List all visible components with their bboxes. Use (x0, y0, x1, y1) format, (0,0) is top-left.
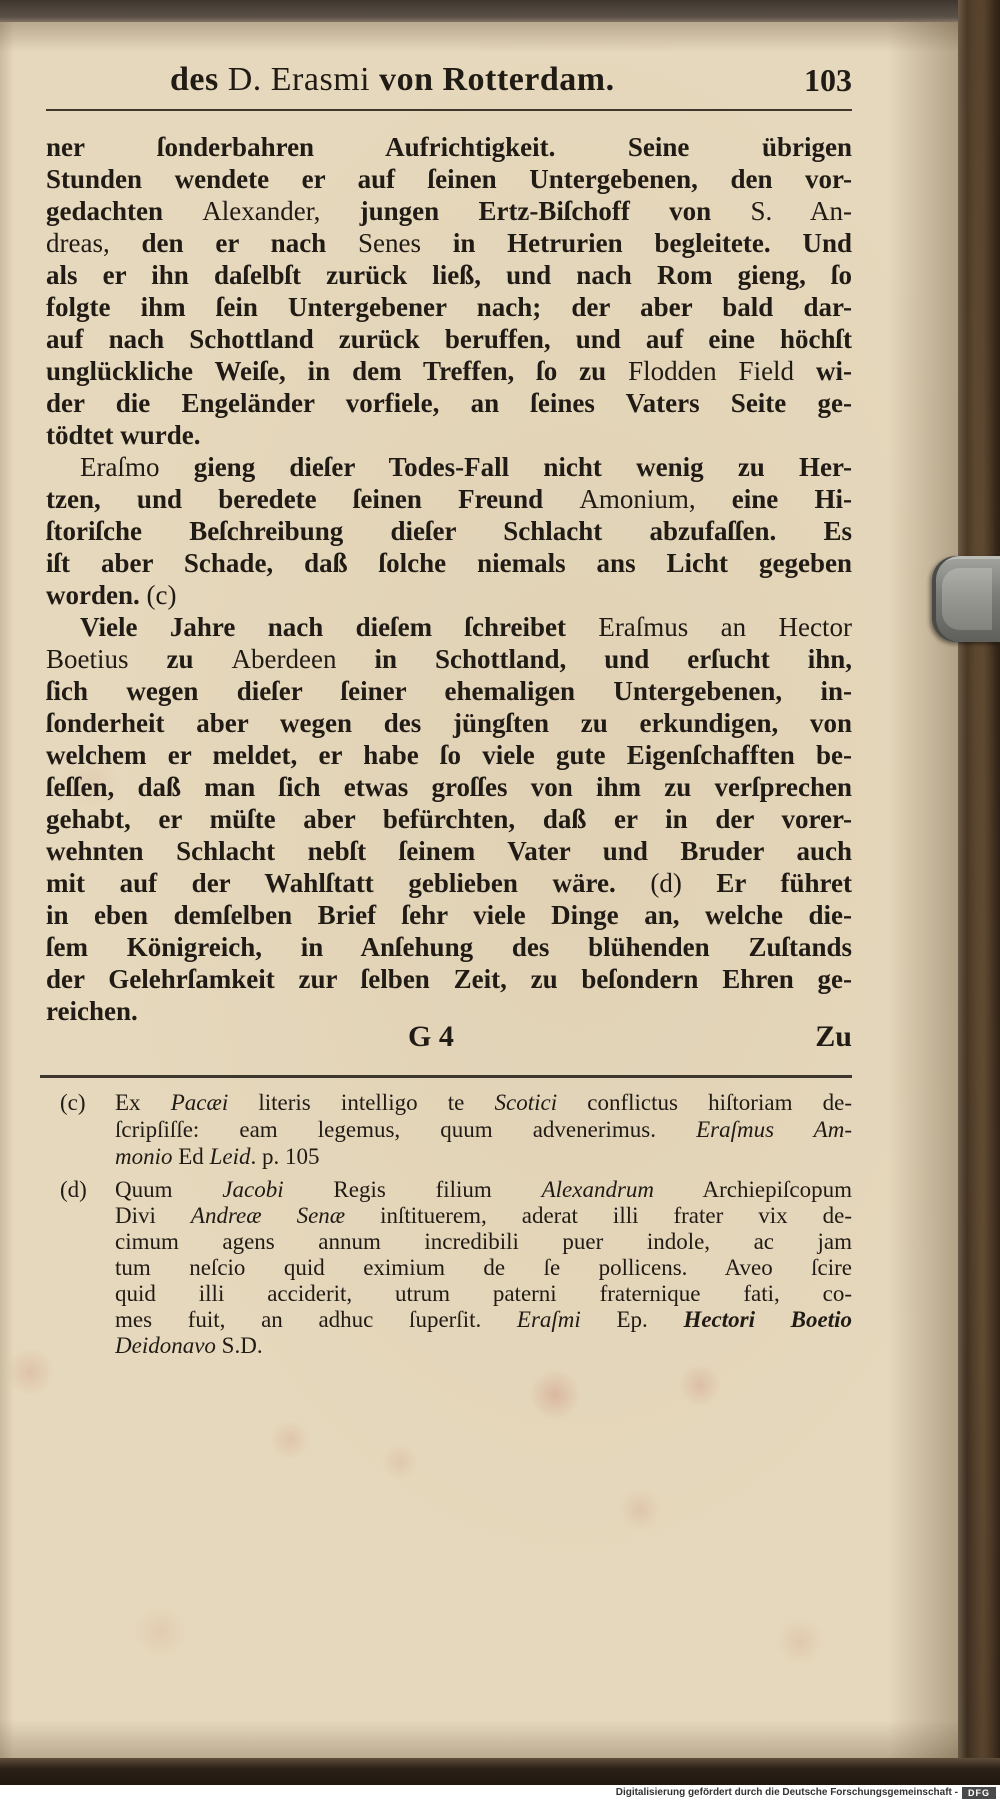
catchword: Zu (815, 1020, 852, 1053)
fraktur-text: Viele Jahre nach dieſem ſchreibet (80, 612, 599, 642)
body-line (46, 195, 852, 227)
antiqua-text: dreas, (46, 228, 110, 258)
footnote-line (115, 1116, 852, 1143)
credit-bar (0, 1785, 1000, 1801)
body-line (46, 707, 852, 739)
roman-text: cimum agens annum incredibili puer indole, ac jam (115, 1229, 852, 1254)
body-line (46, 835, 852, 867)
fraktur-text: ſem Königreich, in Anſehung des blühenden Zuſtands (46, 932, 852, 962)
roman-text: Divi (115, 1203, 191, 1228)
signature-mark: G 4 (408, 1020, 454, 1053)
italic-text: Scotici (494, 1090, 558, 1115)
italic-text: Deidonavo (115, 1333, 216, 1358)
fraktur-text: Er führet (681, 868, 852, 898)
italic-text: Eraſmus Am- (696, 1117, 852, 1142)
italic-text: Eraſmi (516, 1307, 581, 1332)
footnote-line (115, 1143, 852, 1170)
fraktur-text: der die Engeländer vorfiele, an ſeines Vaters Seite ge- (46, 388, 852, 418)
fraktur-text: welchem er meldet, er habe ſo viele gute Eigenſchafften be- (46, 740, 852, 770)
body-line (46, 803, 852, 835)
antiqua-text: D. Erasmi (227, 61, 371, 98)
body-line-paragraph-end (46, 419, 852, 451)
fraktur-text: gehabt, er müſte aber befürchten, daß er in der vorer- (46, 804, 852, 834)
roman-text: Regis filium (283, 1177, 542, 1202)
body-line (46, 739, 852, 771)
footnote (60, 1177, 852, 1359)
body-line (46, 867, 852, 899)
fraktur-text: worden. (46, 580, 147, 610)
body-line-paragraph-end (46, 579, 852, 611)
italic-text: Leid (209, 1144, 251, 1169)
roman-text: Quum (115, 1177, 223, 1202)
body-line (46, 323, 852, 355)
footnote-line (115, 1177, 852, 1203)
fraktur-text: des (170, 61, 228, 98)
fraktur-text: in eben demſelben Brief ſehr viele Dinge an, welche die- (46, 900, 852, 930)
footnote-line (115, 1229, 852, 1255)
italic-text: monio (115, 1144, 173, 1169)
body-line (46, 547, 852, 579)
fraktur-text: ſeſſen, daß man ſich etwas groſſes von ihm zu verſprechen (46, 772, 852, 802)
italic-text: Alexandrum (541, 1177, 655, 1202)
body-line (46, 643, 852, 675)
body-line (46, 163, 852, 195)
body-line (46, 771, 852, 803)
digitisation-credit: Digitalisierung gefördert durch die Deutsche Forschungsgemeinschaft - (615, 1787, 958, 1798)
footnote-label: (c) (60, 1090, 86, 1115)
running-head (170, 58, 615, 102)
body-text (46, 131, 852, 1027)
italic-text: Pacæi (170, 1090, 229, 1115)
fraktur-text: in Schottland, und erſucht ihn, (336, 644, 852, 674)
body-line (46, 483, 852, 515)
roman-text: S.D. (215, 1333, 263, 1358)
fraktur-text: ſtoriſche Beſchreibung dieſer Schlacht abzufaſſen. Es (46, 516, 852, 546)
body-line (46, 675, 852, 707)
footnote-reference: (d) (650, 868, 682, 898)
body-line (46, 963, 852, 995)
fraktur-text: reichen. (46, 996, 138, 1026)
roman-text: literis intelligo te (228, 1090, 495, 1115)
fraktur-text: ſonderheit aber wegen des jüngſten zu erkundigen, von (46, 708, 852, 738)
roman-text: Ep. (580, 1307, 684, 1332)
footnote-line (115, 1089, 852, 1116)
roman-text: Ex (115, 1090, 171, 1115)
antiqua-text: Aberdeen (231, 644, 337, 674)
roman-text: quid illi acciderit, utrum paterni fraternique fati, co- (115, 1281, 852, 1306)
body-line (46, 515, 852, 547)
footnote-reference: (c) (146, 580, 177, 610)
scan-bottom-edge (0, 1758, 1000, 1785)
italic-text: Jacobi (222, 1177, 284, 1202)
dfg-logo: DFG (962, 1787, 996, 1799)
footnote-label: (d) (60, 1177, 87, 1202)
fraktur-text: gieng dieſer Todes-Fall nicht wenig zu Her- (159, 452, 852, 482)
fraktur-text: in Hetrurien begleitete. Und (421, 228, 852, 258)
footnote-line (115, 1333, 852, 1359)
footnote-body (115, 1177, 852, 1359)
antiqua-text: Amonium, (579, 484, 696, 514)
fraktur-text: gedachten (46, 196, 203, 226)
body-line-paragraph-start (46, 451, 852, 483)
fraktur-text: mit auf der Wahlſtatt geblieben wäre. (46, 868, 651, 898)
fraktur-text: den er nach (109, 228, 359, 258)
fraktur-text: wehnten Schlacht nebſt ſeinem Vater und Bruder auch (46, 836, 852, 866)
fraktur-text: iſt aber Schade, daß ſolche niemals ans Licht gegeben (46, 548, 852, 578)
roman-text: ſcripſiſſe: eam legemus, quum advenerimus. (115, 1117, 697, 1142)
footnote (60, 1089, 852, 1170)
body-line (46, 291, 852, 323)
scan-top-edge (0, 0, 958, 24)
fraktur-text: auf nach Schottland zurück beruffen, und auf eine höchſt (46, 324, 852, 354)
fraktur-text: wi- (794, 356, 852, 386)
fraktur-text: ner ſonderbahren Aufrichtigkeit. Seine übrigen (46, 132, 852, 162)
footnote-line (115, 1307, 852, 1333)
body-line (46, 387, 852, 419)
footnote-rule (40, 1075, 852, 1078)
header-rule (46, 109, 852, 111)
fraktur-text: von Rotterdam. (370, 61, 615, 98)
body-line (46, 931, 852, 963)
roman-text: conflictus hiſtoriam de- (557, 1090, 852, 1115)
fraktur-text: zu (128, 644, 232, 674)
antiqua-text: Alexander, (202, 196, 321, 226)
page-number: 103 (804, 62, 852, 98)
footnote-line (115, 1281, 852, 1307)
roman-text: tum neſcio quid eximium de ſe pollicens. Aveo ſcire (115, 1255, 852, 1280)
footnote-line (115, 1203, 852, 1229)
antiqua-text: Flodden Field (628, 356, 795, 386)
fraktur-text: der Gelehrſamkeit zur ſelben Zeit, zu beſondern Ehren ge- (46, 964, 852, 994)
fraktur-text: tzen, und beredete ſeinen Freund (46, 484, 580, 514)
antiqua-text: S. An- (750, 196, 852, 226)
roman-text: mes fuit, an adhuc ſuperſit. (115, 1307, 517, 1332)
roman-text: inſtituerem, aderat illi frater vix de- (345, 1203, 852, 1228)
body-line (46, 131, 852, 163)
footnote-body (115, 1089, 852, 1170)
fraktur-text: folgte ihm ſein Untergebener nach; der aber bald dar- (46, 292, 852, 322)
fraktur-text: eine Hi- (695, 484, 852, 514)
body-line (46, 259, 852, 291)
roman-text: Archiepiſcopum (654, 1177, 852, 1202)
book-binding (958, 0, 1000, 1785)
italic-text: Andreæ Senæ (190, 1203, 346, 1228)
fraktur-text: als er ihn daſelbſt zurück ließ, und nach Rom gieng, ſo (46, 260, 852, 290)
fraktur-text: Stunden wendete er auf ſeinen Untergebenen, den vor- (46, 164, 852, 194)
antiqua-text: Boetius (46, 644, 129, 674)
fraktur-text: ſich wegen dieſer ſeiner ehemaligen Untergebenen, in- (46, 676, 852, 706)
fraktur-text: unglückliche Weiſe, in dem Treffen, ſo zu (46, 356, 629, 386)
fraktur-text: jungen Ertz-Biſchoff von (320, 196, 751, 226)
body-line (46, 227, 852, 259)
body-line-paragraph-start (46, 611, 852, 643)
antiqua-text: Eraſmo (80, 452, 160, 482)
antiqua-text: Senes (358, 228, 422, 258)
body-line (46, 899, 852, 931)
italic-text: Hectori Boetio (683, 1307, 852, 1332)
roman-text: Ed (172, 1144, 210, 1169)
roman-text: . p. 105 (250, 1144, 320, 1169)
antiqua-text: Eraſmus an Hector (598, 612, 852, 642)
bookmark-tab (932, 556, 1000, 642)
fraktur-text: tödtet wurde. (46, 420, 201, 450)
footnote-line (115, 1255, 852, 1281)
body-line (46, 355, 852, 387)
